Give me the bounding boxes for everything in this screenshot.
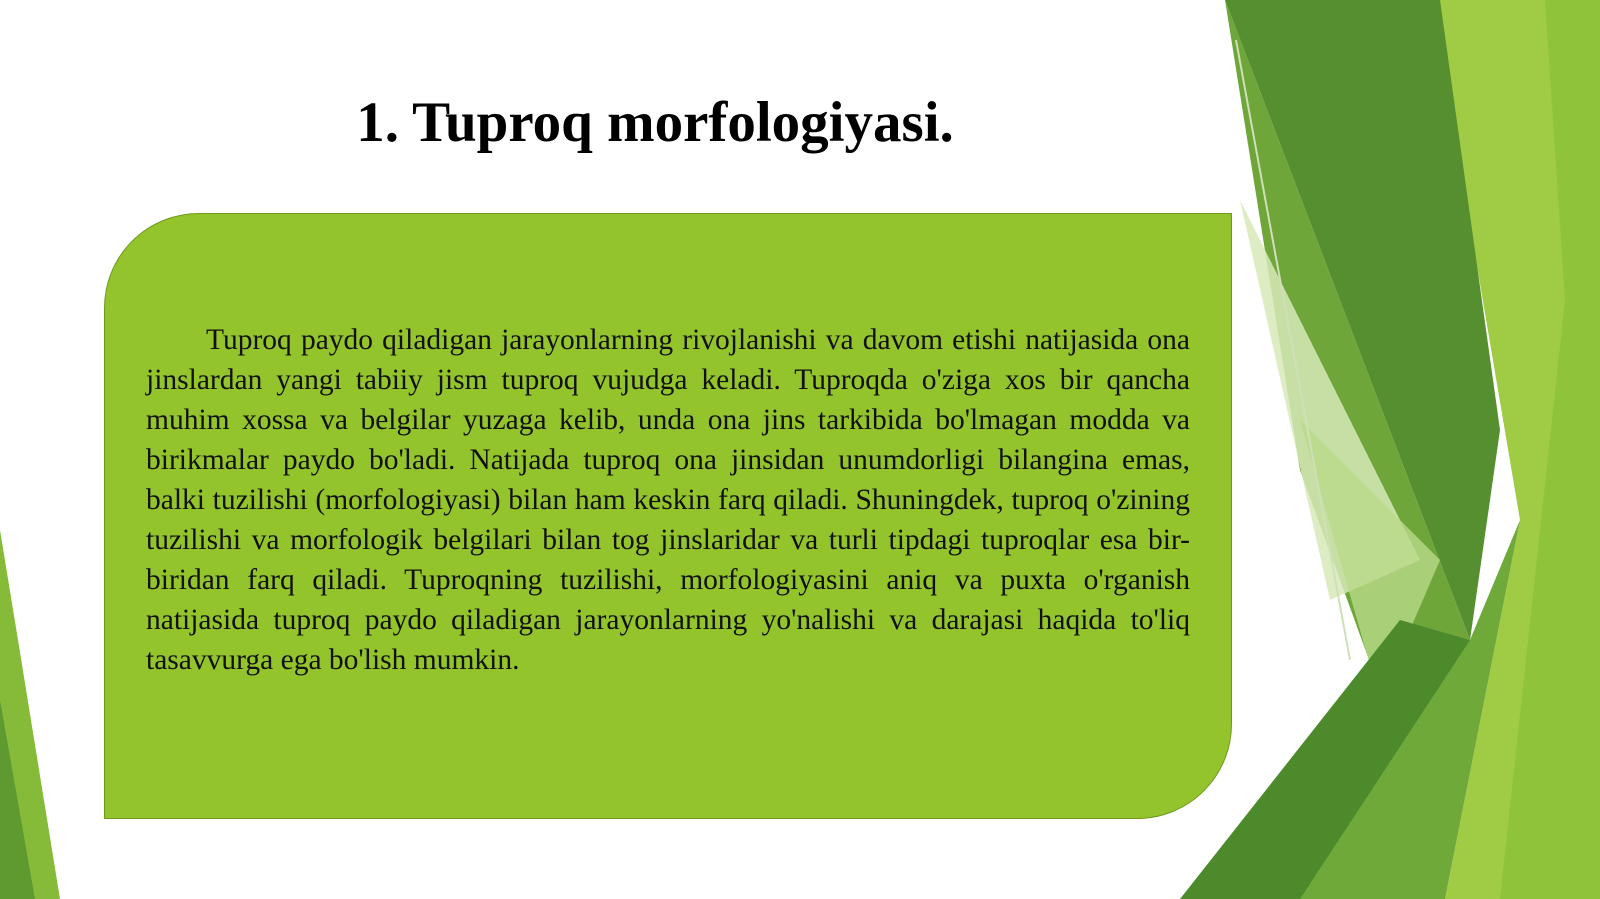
content-box bbox=[104, 213, 1232, 819]
body-paragraph: Tuproq paydo qiladigan jarayonlarning rivojlanishi va davom etishi natijasida ona jinslardan yangi tabiiy jism tuproq vujudga keladi. Tuproqda o'ziga xos bir qancha muhim xossa va belgilar yuzaga kelib, unda ona jins tarkibida bo'lmagan modda va birikmalar paydo bo'ladi. Natijada tuproq ona jinsidan unumdorligi bilangina emas, balki tuzilishi (morfologiyasi) bilan ham keskin farq qiladi. Shuningdek, tuproq o'zining tuzilishi va morfologik belgilari bilan tog jinslaridar va turli tipdagi tuproqlar esa bir-biridan farq qiladi. Tuproqning tuzilishi, morfologiyasini aniq va puxta o'rganish natijasida tuproq paydo qiladigan jarayonlarning yo'nalishi va darajasi haqida to'liq tasavvurga ega bo'lish mumkin. bbox=[146, 324, 1190, 676]
slide-title: 1. Tuproq morfologiyasi. bbox=[356, 91, 954, 154]
